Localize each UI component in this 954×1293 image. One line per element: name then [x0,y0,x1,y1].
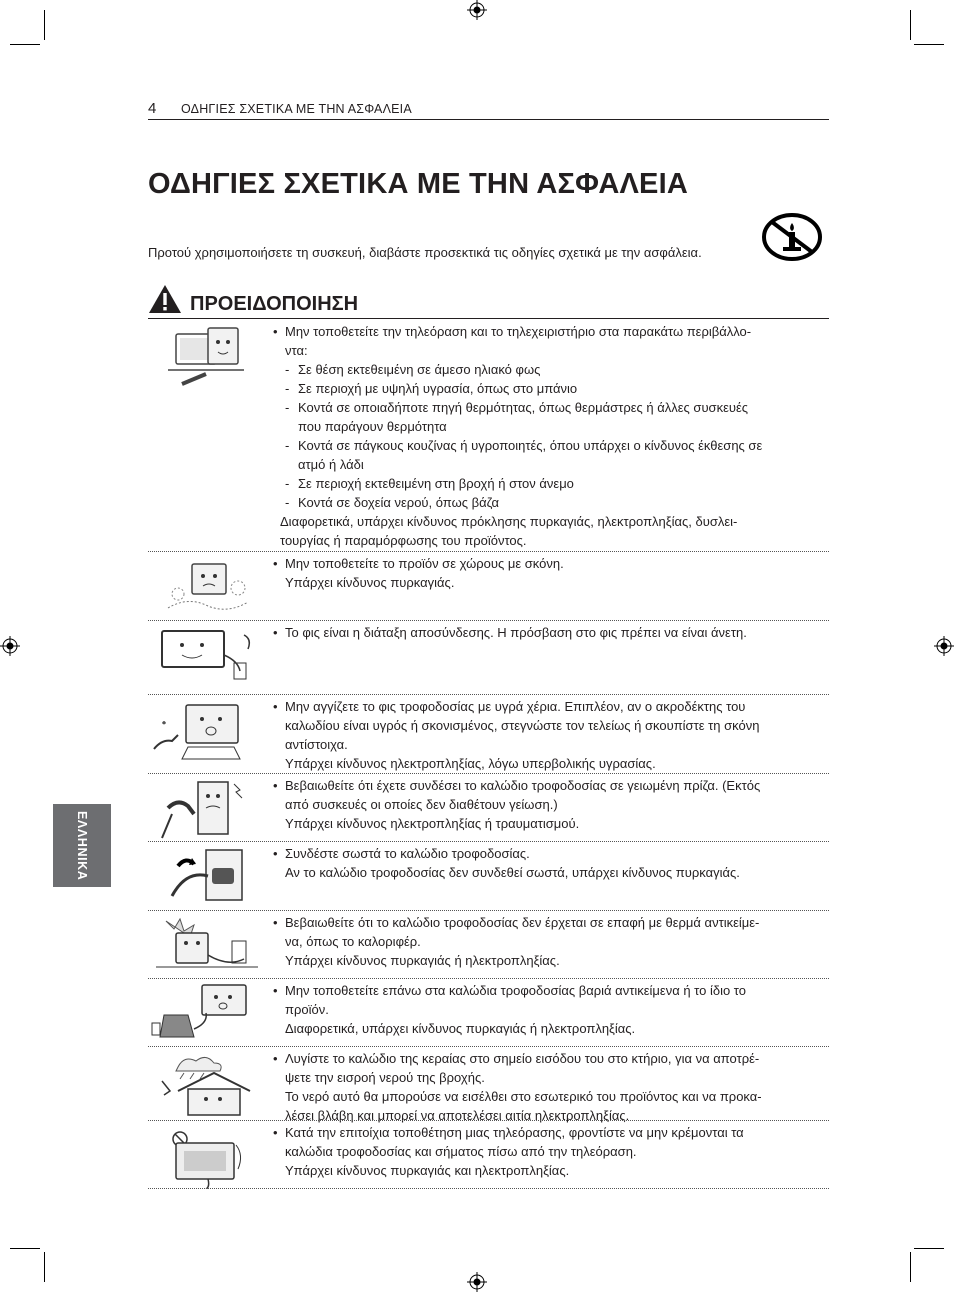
registration-mark-icon [934,636,954,656]
item-text: ψετε την εισροή νερού της βροχής. [285,1070,485,1085]
item-text: • Μην τοποθετείτε την τηλεόραση και το τηλεχειριστήριο στα παρακάτω περιβάλλο- [270,322,825,341]
crop-mark [44,10,45,40]
item-text: τουργίας ή παραμόρφωσης του προϊόντος. [280,533,527,548]
power-plug-access-illustration [148,625,266,689]
item-text: λέσει βλάβη και μπορεί να αποτελέσει αιτία ηλεκτροπληξίας. [285,1108,630,1123]
item-subpoint: - Κοντά σε πάγκους κουζίνας ή υγροποιητές, όπου υπάρχει ο κίνδυνος έκθεσης σε [270,436,825,455]
item-subpoint: - Κοντά σε δοχεία νερού, όπως βάζα [270,493,825,512]
item-text: καλωδίου είναι υγρός ή σκονισμένος, στεγνώστε τον τελείως ή σκουπίστε τη σκόνη [285,718,760,733]
warning-triangle-icon [148,284,182,314]
safety-item [148,552,829,621]
item-text: Διαφορετικά, υπάρχει κίνδυνος πρόκλησης πυρκαγιάς, ηλεκτροπληξίας, δυσλει- [280,514,738,529]
safety-item [148,320,829,552]
item-text: Υπάρχει κίνδυνος ηλεκτροπληξίας, λόγω υπερβολικής υγρασίας. [285,756,656,771]
item-text: Υπάρχει κίνδυνος πυρκαγιάς και ηλεκτροπληξίας. [285,1163,570,1178]
heavy-object-cable-illustration [148,983,266,1045]
item-text: Υπάρχει κίνδυνος ηλεκτροπληξίας ή τραυματισμού. [285,816,580,831]
item-text: • Λυγίστε το καλώδιο της κεραίας στο σημείο εισόδου του στο κτήριο, για να αποτρέ- [270,1049,825,1068]
crop-mark [914,1248,944,1249]
item-subpoint: ατμό ή λάδι [298,457,364,472]
item-subpoint: - Κοντά σε οποιαδήποτε πηγή θερμότητας, όπως θερμάστρες ή άλλες συσκευές [270,398,825,417]
running-header: ΟΔΗΓΙΕΣ ΣΧΕΤΙΚΑ ΜΕ ΤΗΝ ΑΣΦΑΛΕΙΑ [181,102,412,116]
item-text: • Συνδέστε σωστά το καλώδιο τροφοδοσίας. [270,844,825,863]
registration-mark-icon [0,636,20,656]
item-text: από συσκευές οι οποίες δεν διαθέτουν γείωση.) [285,797,558,812]
item-subpoint: - Σε θέση εκτεθειμένη σε άμεσο ηλιακό φως [270,360,825,379]
language-tab [53,804,111,887]
crop-mark [910,10,911,40]
item-subpoint: - Σε περιοχή με υψηλή υγρασία, όπως στο μπάνιο [270,379,825,398]
crop-mark [10,44,40,45]
item-text: να, όπως το καλοριφέρ. [285,934,421,949]
antenna-rain-illustration [148,1051,266,1119]
no-open-flame-icon [761,211,823,263]
safety-item [148,911,829,979]
item-text: • Το φις είναι η διάταξη αποσύνδεσης. Η πρόσβαση στο φις πρέπει να είναι άνετη. [270,623,825,642]
grounded-outlet-illustration [148,778,266,842]
wall-mount-cables-illustration [148,1125,266,1189]
registration-mark-icon [467,0,487,20]
warning-divider [148,318,829,319]
safety-item [148,774,829,842]
safety-item [148,842,829,911]
crop-mark [10,1248,40,1249]
header-divider [148,119,829,120]
registration-mark-icon [467,1272,487,1292]
wet-hands-plug-illustration [148,699,266,767]
item-text: Αν το καλώδιο τροφοδοσίας δεν συνδεθεί σωστά, υπάρχει κίνδυνος πυρκαγιάς. [285,865,740,880]
item-subpoint: - Σε περιοχή εκτεθειμένη στη βροχή ή στον άνεμο [270,474,825,493]
item-text: ντα: [285,343,308,358]
crop-mark [914,44,944,45]
page-number: 4 [148,100,157,117]
safety-item [148,1121,829,1189]
crop-mark [44,1252,45,1282]
crop-mark [910,1252,911,1282]
item-text: • Μην αγγίζετε το φις τροφοδοσίας με υγρά χέρια. Επιπλέον, αν ο ακροδέκτης του [270,697,825,716]
item-text: • Βεβαιωθείτε ότι έχετε συνδέσει το καλώδιο τροφοδοσίας σε γειωμένη πρίζα. (Εκτός [270,776,825,795]
tv-environment-illustration [148,324,266,394]
item-text: • Μην τοποθετείτε το προϊόν σε χώρους με σκόνη. [270,554,825,573]
warning-heading: ΠΡΟΕΙΔΟΠΟΙΗΣΗ [190,293,359,315]
item-text: καλώδια τροφοδοσίας και σήματος πίσω από την τηλεόραση. [285,1144,637,1159]
plug-insert-illustration [148,846,266,910]
intro-text: Προτού χρησιμοποιήσετε τη συσκευή, διαβάστε προσεκτικά τις οδηγίες σχετικά με την ασφάλεια. [148,245,702,260]
safety-item [148,695,829,774]
item-text: Υπάρχει κίνδυνος πυρκαγιάς ή ηλεκτροπληξίας. [285,953,560,968]
row-divider [148,1188,829,1189]
safety-item [148,1047,829,1121]
item-text: Υπάρχει κίνδυνος πυρκαγιάς. [285,575,455,590]
page-title: ΟΔΗΓΙΕΣ ΣΧΕΤΙΚΑ ΜΕ ΤΗΝ ΑΣΦΑΛΕΙΑ [148,168,688,200]
item-text: • Κατά την επιτοίχια τοποθέτηση μιας τηλεόρασης, φροντίστε να μην κρέμονται τα [270,1123,825,1142]
language-tab-label: ΕΛΛΗΝΙΚΑ [75,810,89,881]
safety-item [148,979,829,1047]
item-text: αντίστοιχα. [285,737,348,752]
item-text: • Μην τοποθετείτε επάνω στα καλώδια τροφοδοσίας βαριά αντικείμενα ή το ίδιο το [270,981,825,1000]
item-text: Διαφορετικά, υπάρχει κίνδυνος πυρκαγιάς ή ηλεκτροπληξίας. [285,1021,636,1036]
item-text: Το νερό αυτό θα μπορούσε να εισέλθει στο εσωτερικό του προϊόντος και να προκα- [285,1089,762,1104]
item-text: • Βεβαιωθείτε ότι το καλώδιο τροφοδοσίας δεν έρχεται σε επαφή με θερμά αντικείμε- [270,913,825,932]
dusty-place-illustration [148,556,266,618]
safety-item [148,621,829,695]
item-text: προϊόν. [285,1002,329,1017]
heater-cable-illustration [148,915,266,977]
item-subpoint: που παράγουν θερμότητα [298,419,447,434]
